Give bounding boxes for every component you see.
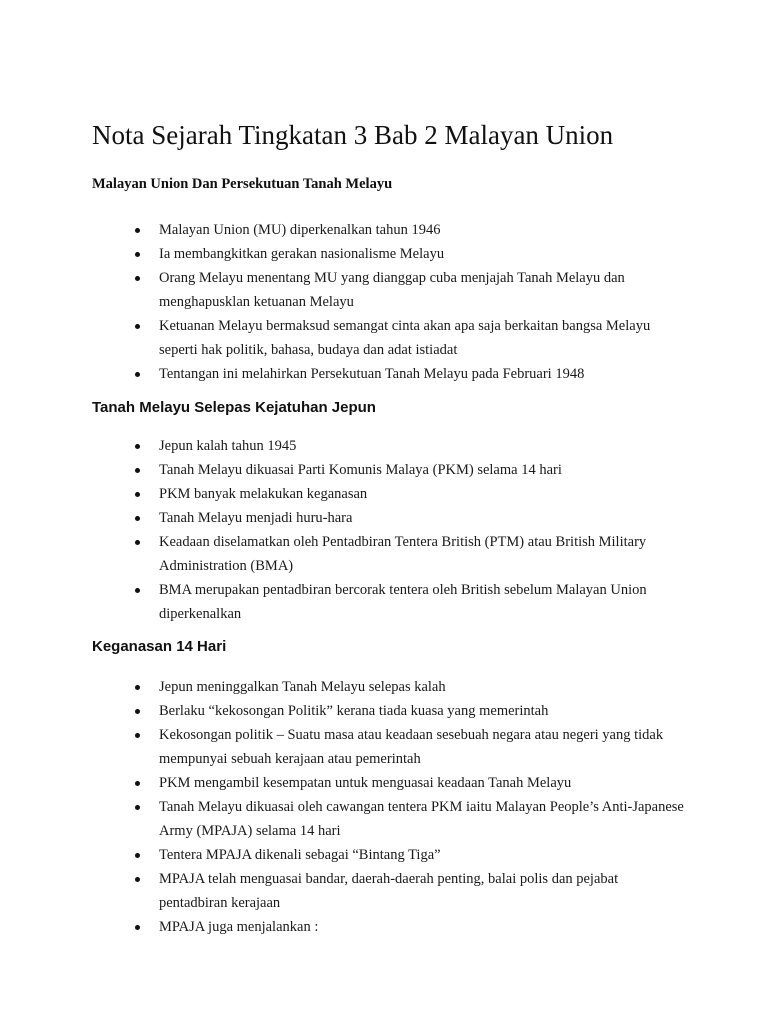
list-item: Malayan Union (MU) diperkenalkan tahun 1946 [0,218,768,242]
list-item: Tanah Melayu dikuasai oleh cawangan tentera PKM iaitu Malayan People’s Anti-Japanese Army (MPAJA) selama 14 hari [0,795,768,843]
list-item: Tentera MPAJA dikenali sebagai “Bintang Tiga” [0,843,768,867]
bullet-icon [135,372,140,377]
list-item: Ketuanan Melayu bermaksud semangat cinta akan apa saja berkaitan bangsa Melayu seperti hak politik, bahasa, budaya dan adat istiadat [0,314,768,362]
list-item: MPAJA telah menguasai bandar, daerah-daerah penting, balai polis dan pejabat pentadbiran kerajaan [0,867,768,915]
page-title: Nota Sejarah Tingkatan 3 Bab 2 Malayan Union [92,120,614,150]
list-item: Kekosongan politik – Suatu masa atau keadaan sesebuah negara atau negeri yang tidak mempunyai sebuah kerajaan atau pemerintah [0,723,768,771]
bullet-icon [135,709,140,714]
list-item: PKM mengambil kesempatan untuk menguasai keadaan Tanah Melayu [0,771,768,795]
bullet-icon [135,228,140,233]
list-item: Jepun kalah tahun 1945 [0,434,768,458]
section-list-keganasan-14-hari [0,675,768,939]
bullet-icon [135,492,140,497]
bullet-icon [135,733,140,738]
list-item: BMA merupakan pentadbiran bercorak tentera oleh British sebelum Malayan Union diperkenalkan [0,578,768,626]
bullet-icon [135,540,140,545]
bullet-icon [135,588,140,593]
bullet-icon [135,516,140,521]
list-item: Berlaku “kekosongan Politik” kerana tiada kuasa yang memerintah [0,699,768,723]
bullet-icon [135,252,140,257]
bullet-icon [135,324,140,329]
section-list-kejatuhan-jepun [0,434,768,626]
list-item: Jepun meninggalkan Tanah Melayu selepas kalah [0,675,768,699]
section-list-malayan-union [0,218,768,386]
bullet-icon [135,444,140,449]
list-item: Keadaan diselamatkan oleh Pentadbiran Tentera British (PTM) atau British Military Administration (BMA) [0,530,768,578]
bullet-icon [135,805,140,810]
list-item: Tentangan ini melahirkan Persekutuan Tanah Melayu pada Februari 1948 [0,362,768,386]
section-heading-keganasan-14-hari: Keganasan 14 Hari [92,638,227,655]
list-item: Tanah Melayu menjadi huru-hara [0,506,768,530]
bullet-icon [135,925,140,930]
list-item: Tanah Melayu dikuasai Parti Komunis Malaya (PKM) selama 14 hari [0,458,768,482]
list-item: Ia membangkitkan gerakan nasionalisme Melayu [0,242,768,266]
bullet-icon [135,781,140,786]
bullet-icon [135,685,140,690]
bullet-icon [135,853,140,858]
bullet-icon [135,468,140,473]
bullet-icon [135,276,140,281]
section-heading-kejatuhan-jepun: Tanah Melayu Selepas Kejatuhan Jepun [92,399,376,416]
list-item: Orang Melayu menentang MU yang dianggap cuba menjajah Tanah Melayu dan menghapusklan ketuanan Melayu [0,266,768,314]
list-item: MPAJA juga menjalankan : [0,915,768,939]
list-item: PKM banyak melakukan keganasan [0,482,768,506]
bullet-icon [135,877,140,882]
section-heading-malayan-union: Malayan Union Dan Persekutuan Tanah Melayu [92,176,393,192]
